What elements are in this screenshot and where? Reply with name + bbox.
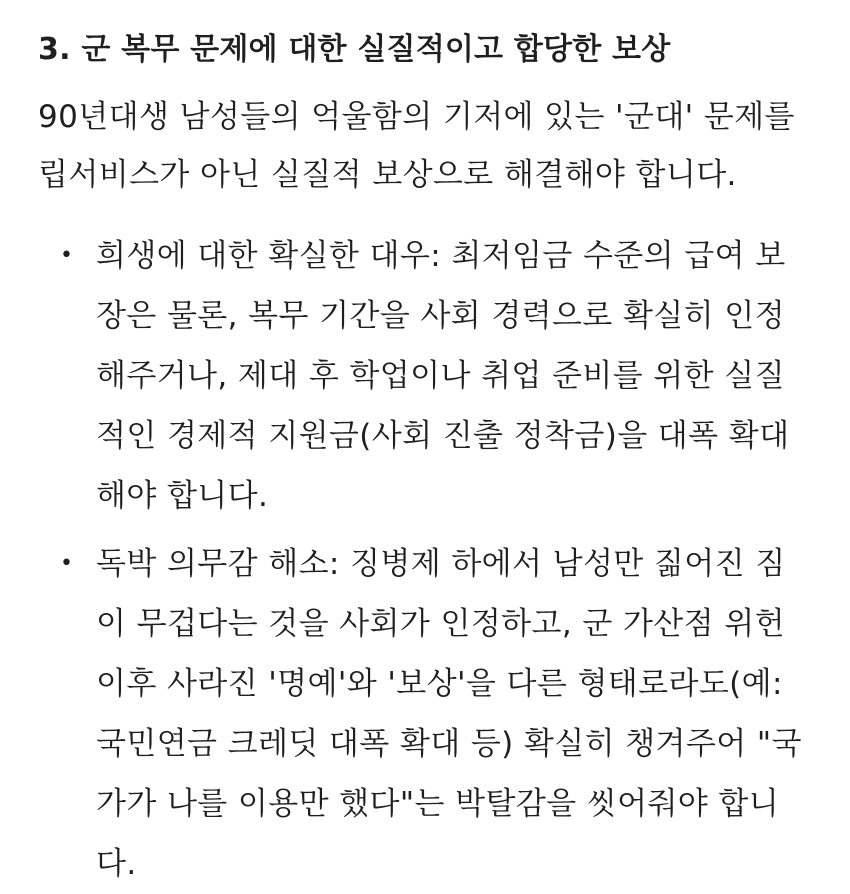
bullet-item-duty-relief bbox=[38, 534, 810, 894]
bullet-dot-icon: • bbox=[60, 243, 74, 268]
intro-paragraph: 90년대생 남성들의 억울함의 기저에 있는 '군대' 문제를 립서비스가 아닌 실질적 보상으로 해결해야 합니다. bbox=[38, 99, 795, 193]
bullet-item-fair-treatment bbox=[38, 226, 810, 526]
bullet-list bbox=[38, 226, 810, 894]
bullet-text: 독박 의무감 해소: 징병제 하에서 남성만 짊어진 짐이 무겁다는 것을 사회가 인정하고, 군 가산점 위헌 이후 사라진 '명예'와 '보상'을 다른 형태로라도(예: 국민연금 크레딧 대폭 확대 등) 확실히 챙겨주어 "국가가 나를 이용만 했다"는 박탈감을 씻어줘야 합니다. bbox=[96, 546, 802, 882]
section-title: 3. 군 복무 문제에 대한 실질적이고 합당한 보상 bbox=[38, 32, 671, 67]
bullet-dot-icon: • bbox=[60, 551, 74, 576]
bullet-text: 희생에 대한 확실한 대우: 최저임금 수준의 급여 보장은 물론, 복무 기간을 사회 경력으로 확실히 인정해주거나, 제대 후 학업이나 취업 준비를 위한 실질적인 경제적 지원금(사회 진출 정착금)을 대폭 확대해야 합니다. bbox=[96, 238, 790, 514]
